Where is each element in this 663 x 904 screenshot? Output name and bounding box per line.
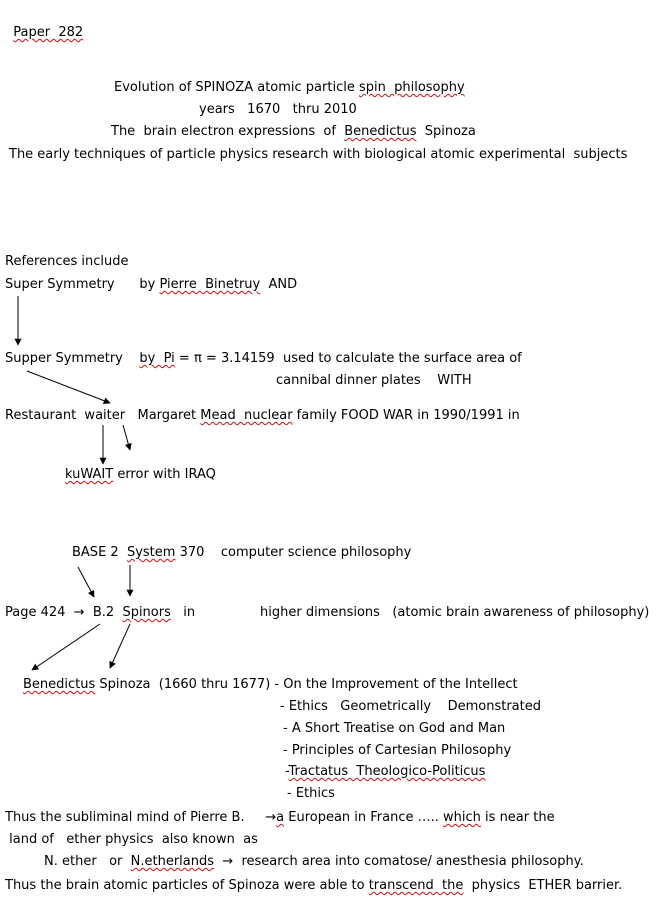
arrow-spinors-to-spinoza	[110, 624, 130, 668]
base-system-line: BASE 2 System 370 computer science philosophy	[72, 545, 412, 560]
title-line-4: The early techniques of particle physics research with biological atomic experimental subjects	[9, 147, 628, 162]
work-item-5: - Ethics	[287, 786, 335, 801]
paper-number-text: Paper 282	[13, 25, 84, 40]
title-line-2: years 1670 thru 2010	[199, 102, 357, 117]
restaurant-line: Restaurant waiter Margaret Mead nuclear family FOOD WAR in 1990/1991 in	[5, 408, 520, 423]
work-item-2: - A Short Treatise on God and Man	[283, 721, 506, 736]
page-424-line: Page 424 → B.2 Spinors in	[5, 605, 196, 620]
arrow-b2-to-benedictus	[32, 624, 100, 670]
closing-line-4: Thus the brain atomic particles of Spinoza were able to transcend the physics ETHER barrier.	[5, 878, 623, 893]
kuwait-line: kuWAIT error with IRAQ	[65, 467, 216, 482]
arrow-base-to-b2-1	[78, 567, 94, 597]
references-heading: References include	[5, 254, 129, 269]
closing-line-1: Thus the subliminal mind of Pierre B. →a European in France ….. which is near the	[5, 810, 555, 825]
closing-line-2: land of ether physics also known as	[5, 832, 258, 847]
work-item-3: - Principles of Cartesian Philosophy	[283, 743, 512, 758]
work-item-4: -Tractatus Theologico-Politicus	[285, 764, 486, 779]
arrow-supper-to-waiter	[27, 371, 110, 403]
title-line-3: The brain electron expressions of Benedictus Spinoza	[111, 124, 476, 139]
arrow-waiter-to-kuwait-2	[123, 425, 130, 450]
title-line-1: Evolution of SPINOZA atomic particle spin philosophy	[114, 80, 465, 95]
closing-line-3: N. ether or N.etherlands → research area into comatose/ anesthesia philosophy.	[44, 854, 584, 869]
cannibal-line: cannibal dinner plates WITH	[276, 373, 472, 388]
spinoza-works-line: Benedictus Spinoza (1660 thru 1677) - On the Improvement of the Intellect	[23, 677, 518, 692]
super-symmetry-line: Super Symmetry by Pierre Binetruy AND	[5, 277, 298, 292]
higher-dimensions-text: higher dimensions (atomic brain awareness of philosophy)	[260, 605, 650, 620]
supper-symmetry-line: Supper Symmetry by Pi = π = 3.14159 used to calculate the surface area of	[5, 351, 522, 366]
work-item-1: - Ethics Geometrically Demonstrated	[280, 699, 541, 714]
